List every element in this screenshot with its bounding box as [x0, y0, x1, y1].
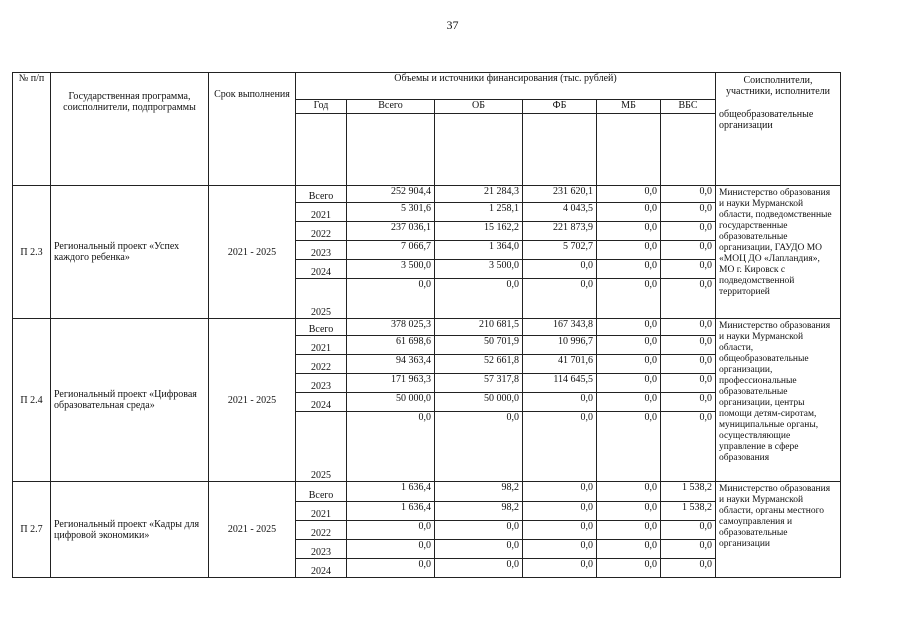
cell-total: 1 636,4: [347, 502, 435, 521]
cell-mb: 0,0: [597, 521, 661, 540]
col-no-header: № п/п: [13, 73, 51, 186]
financing-table: [12, 72, 841, 578]
cell-ob: 57 317,8: [435, 374, 523, 393]
cell-fb: 41 701,6: [523, 355, 597, 374]
cell-fb: 0,0: [523, 521, 597, 540]
project-row: [13, 319, 841, 336]
cell-mb: 0,0: [597, 260, 661, 279]
cell-ob: 0,0: [435, 279, 523, 319]
cell-year: Всего: [296, 482, 347, 502]
col-ob-header: ОБ: [435, 100, 523, 114]
cell-mb: 0,0: [597, 336, 661, 355]
project-executors: Министерство образования и науки Мурманской области, органы местного самоуправления и образовательные организации: [716, 482, 841, 578]
cell-total: 1 636,4: [347, 482, 435, 502]
funding-header: Объемы и источники финансирования (тыс. рублей): [296, 73, 716, 100]
cell-fb: 4 043,5: [523, 203, 597, 222]
cell-fb: 167 343,8: [523, 319, 597, 336]
project-executors: Министерство образования и науки Мурманской области, подведомственные государственные образовательные организации, ГАУДО МО «МОЦ ДО «Лапландия», МО г. Кировск с подведомственной территорией: [716, 186, 841, 319]
col-fb-header: ФБ: [523, 100, 597, 114]
cell-ob: 15 162,2: [435, 222, 523, 241]
cell-year: 2022: [296, 355, 347, 374]
cell-total: 171 963,3: [347, 374, 435, 393]
cell-total: 3 500,0: [347, 260, 435, 279]
cell-vbs: 1 538,2: [661, 502, 716, 521]
cell-fb: 0,0: [523, 540, 597, 559]
cell-mb: 0,0: [597, 412, 661, 482]
cell-total: 0,0: [347, 412, 435, 482]
cell-ob: 1 364,0: [435, 241, 523, 260]
cell-vbs: 0,0: [661, 412, 716, 482]
cell-mb: 0,0: [597, 241, 661, 260]
project-name: Региональный проект «Успех каждого ребенка»: [51, 186, 209, 319]
cell-ob: 3 500,0: [435, 260, 523, 279]
cell-vbs: 0,0: [661, 540, 716, 559]
cell-mb: 0,0: [597, 559, 661, 578]
cell-ob: 98,2: [435, 482, 523, 502]
prev-page-executors: общеобразовательные организации: [719, 109, 814, 131]
cell-fb: 231 620,1: [523, 186, 597, 203]
cell-fb: 221 873,9: [523, 222, 597, 241]
cell-vbs: 0,0: [661, 393, 716, 412]
cell-vbs: 0,0: [661, 186, 716, 203]
cell-mb: 0,0: [597, 222, 661, 241]
cell-ob: 50 701,9: [435, 336, 523, 355]
cell-year: 2021: [296, 203, 347, 222]
project-term: 2021 - 2025: [209, 186, 296, 319]
cell-fb: 0,0: [523, 559, 597, 578]
cell-ob: 50 000,0: [435, 393, 523, 412]
cell-total: 94 363,4: [347, 355, 435, 374]
cell-ob: 0,0: [435, 412, 523, 482]
project-executors: Министерство образования и науки Мурманской области, общеобразовательные организации, профессиональные образовательные организации, центры помощи детям-сиротам, муниципальные органы, осуществляющие управление в сфере образования: [716, 319, 841, 482]
cell-total: 0,0: [347, 279, 435, 319]
project-name: Региональный проект «Кадры для цифровой экономики»: [51, 482, 209, 578]
cell-vbs: 0,0: [661, 260, 716, 279]
col-year-header: Год: [296, 100, 347, 114]
cell-total: 0,0: [347, 521, 435, 540]
cell-fb: 114 645,5: [523, 374, 597, 393]
project-code: П 2.4: [13, 319, 51, 482]
cell-year: 2023: [296, 241, 347, 260]
cell-year: 2022: [296, 222, 347, 241]
project-term: 2021 - 2025: [209, 319, 296, 482]
cell-ob: 21 284,3: [435, 186, 523, 203]
project-term: 2021 - 2025: [209, 482, 296, 578]
cell-mb: 0,0: [597, 393, 661, 412]
cell-total: 7 066,7: [347, 241, 435, 260]
cell-ob: 0,0: [435, 540, 523, 559]
cell-year: 2025: [296, 412, 347, 482]
col-executors-header: [716, 73, 841, 186]
col-total-header: Всего: [347, 100, 435, 114]
cell-fb: 0,0: [523, 279, 597, 319]
cell-ob: 1 258,1: [435, 203, 523, 222]
cell-fb: 0,0: [523, 260, 597, 279]
col-program-header: Государственная программа, соисполнители, подпрограммы: [51, 73, 209, 186]
cell-fb: 0,0: [523, 393, 597, 412]
cell-ob: 210 681,5: [435, 319, 523, 336]
cell-vbs: 0,0: [661, 241, 716, 260]
cell-total: 5 301,6: [347, 203, 435, 222]
cell-mb: 0,0: [597, 502, 661, 521]
cell-vbs: 0,0: [661, 374, 716, 393]
cell-total: 378 025,3: [347, 319, 435, 336]
cell-year: 2024: [296, 393, 347, 412]
cell-vbs: 0,0: [661, 336, 716, 355]
cell-fb: 0,0: [523, 482, 597, 502]
cell-mb: 0,0: [597, 482, 661, 502]
cell-vbs: 0,0: [661, 521, 716, 540]
project-code: П 2.3: [13, 186, 51, 319]
cell-mb: 0,0: [597, 279, 661, 319]
cell-total: 0,0: [347, 559, 435, 578]
cell-year: 2025: [296, 279, 347, 319]
cell-ob: 0,0: [435, 521, 523, 540]
cell-year: Всего: [296, 186, 347, 203]
cell-year: Всего: [296, 319, 347, 336]
cell-mb: 0,0: [597, 355, 661, 374]
cell-total: 61 698,6: [347, 336, 435, 355]
cell-total: 252 904,4: [347, 186, 435, 203]
cell-vbs: 0,0: [661, 222, 716, 241]
cell-ob: 98,2: [435, 502, 523, 521]
cell-vbs: 0,0: [661, 559, 716, 578]
cell-year: 2021: [296, 336, 347, 355]
cell-vbs: 0,0: [661, 355, 716, 374]
cell-total: 237 036,1: [347, 222, 435, 241]
cell-ob: 0,0: [435, 559, 523, 578]
cell-year: 2024: [296, 559, 347, 578]
cell-vbs: 0,0: [661, 319, 716, 336]
page-number: 37: [446, 18, 459, 32]
cell-total: 50 000,0: [347, 393, 435, 412]
cell-year: 2021: [296, 502, 347, 521]
cell-mb: 0,0: [597, 374, 661, 393]
project-row: [13, 186, 841, 203]
cell-vbs: 1 538,2: [661, 482, 716, 502]
cell-fb: 5 702,7: [523, 241, 597, 260]
cell-mb: 0,0: [597, 186, 661, 203]
cell-mb: 0,0: [597, 540, 661, 559]
cell-fb: 10 996,7: [523, 336, 597, 355]
cell-year: 2023: [296, 540, 347, 559]
project-code: П 2.7: [13, 482, 51, 578]
col-term-header: Срок выполнения: [209, 73, 296, 186]
cell-vbs: 0,0: [661, 203, 716, 222]
col-mb-header: МБ: [597, 100, 661, 114]
cell-year: 2022: [296, 521, 347, 540]
cell-year: 2023: [296, 374, 347, 393]
cell-year: 2024: [296, 260, 347, 279]
cell-fb: 0,0: [523, 412, 597, 482]
executors-title: Соисполнители, участники, исполнители: [725, 75, 831, 97]
cell-ob: 52 661,8: [435, 355, 523, 374]
cell-fb: 0,0: [523, 502, 597, 521]
cell-mb: 0,0: [597, 319, 661, 336]
project-name: Региональный проект «Цифровая образовательная среда»: [51, 319, 209, 482]
cell-vbs: 0,0: [661, 279, 716, 319]
col-vbs-header: ВБС: [661, 100, 716, 114]
cell-total: 0,0: [347, 540, 435, 559]
project-row: [13, 482, 841, 502]
cell-mb: 0,0: [597, 203, 661, 222]
